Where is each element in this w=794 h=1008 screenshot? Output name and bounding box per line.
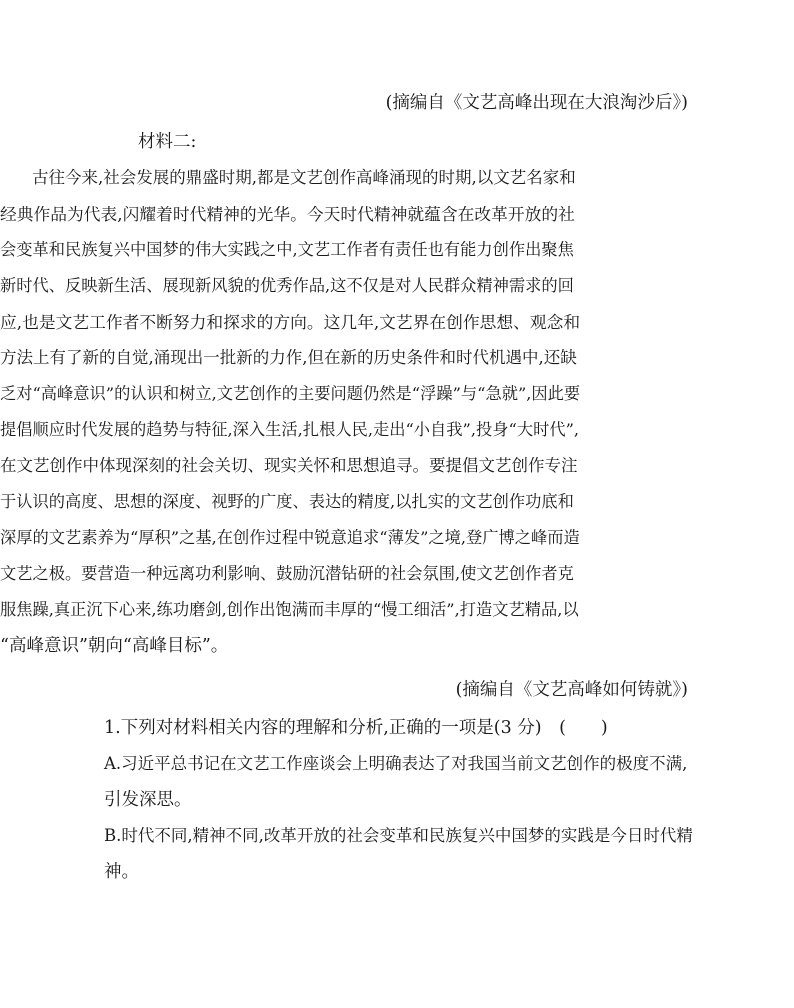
option-a-line-1: A.习近平总书记在文艺工作座谈会上明确表达了对我国当前文艺创作的极度不满, <box>104 754 688 773</box>
paragraph-line: 方法上有了新的自觉,涌现出一批新的力作,但在新的历史条件和时代机遇中,还缺 <box>0 348 577 367</box>
paragraph-line: 应,也是文艺工作者不断努力和探求的方向。这几年,文艺界在创作思想、观念和 <box>0 312 581 332</box>
paragraph-line: 在文艺创作中体现深刻的社会关切、现实关怀和思想追寻。要提倡文艺创作专注 <box>0 456 578 475</box>
paragraph-line: 深厚的文艺素养为“厚积”之基,在创作过程中锐意追求“薄发”之境,登广博之峰而造 <box>0 528 580 547</box>
paragraph-line: 提倡顺应时代发展的趋势与特征,深入生活,扎根人民,走出“小自我”,投身“大时代”, <box>0 420 580 439</box>
paragraph-line: 古往今来,社会发展的鼎盛时期,都是文艺创作高峰涌现的时期,以文艺名家和 <box>32 168 576 187</box>
paragraph-line: 经典作品为代表,闪耀着时代精神的光华。今天时代精神就蕴含在改革开放的社 <box>0 204 575 224</box>
question-1-stem: 1.下列对材料相关内容的理解和分析,正确的一项是(3 分) ( ) <box>104 718 608 738</box>
paragraph-line: 乏对“高峰意识”的认识和树立,文艺创作的主要问题仍然是“浮躁”与“急就”,因此要 <box>0 384 581 403</box>
option-a-line-2: 引发深思。 <box>104 790 192 810</box>
paragraph-line: “高峰意识”朝向“高峰目标”。 <box>0 636 229 656</box>
source-citation-1: (摘编自《文艺高峰出现在大浪淘沙后》) <box>385 93 688 113</box>
option-b-line-2: 神。 <box>104 862 139 882</box>
paragraph-line: 新时代、反映新生活、展现新风貌的优秀作品,这不仅是对人民群众精神需求的回 <box>0 276 574 295</box>
option-b-line-1: B.时代不同,精神不同,改革开放的社会变革和民族复兴中国梦的实践是今日时代精 <box>104 826 693 845</box>
paragraph-line: 于认识的高度、思想的深度、视野的广度、表达的精度,以扎实的文艺创作功底和 <box>0 492 574 511</box>
paragraph-line: 会变革和民族复兴中国梦的伟大实践之中,文艺工作者有责任也有能力创作出聚焦 <box>0 240 574 259</box>
material-two-heading: 材料二: <box>138 132 197 152</box>
paragraph-line: 文艺之极。要营造一种远离功利影响、鼓励沉潜钻研的社会氛围,使文艺创作者克 <box>0 564 574 583</box>
paragraph-line: 服焦躁,真正沉下心来,练功磨剑,创作出饱满而丰厚的“慢工细活”,打造文艺精品,以 <box>0 600 579 619</box>
source-citation-2: (摘编自《文艺高峰如何铸就》) <box>455 680 688 700</box>
